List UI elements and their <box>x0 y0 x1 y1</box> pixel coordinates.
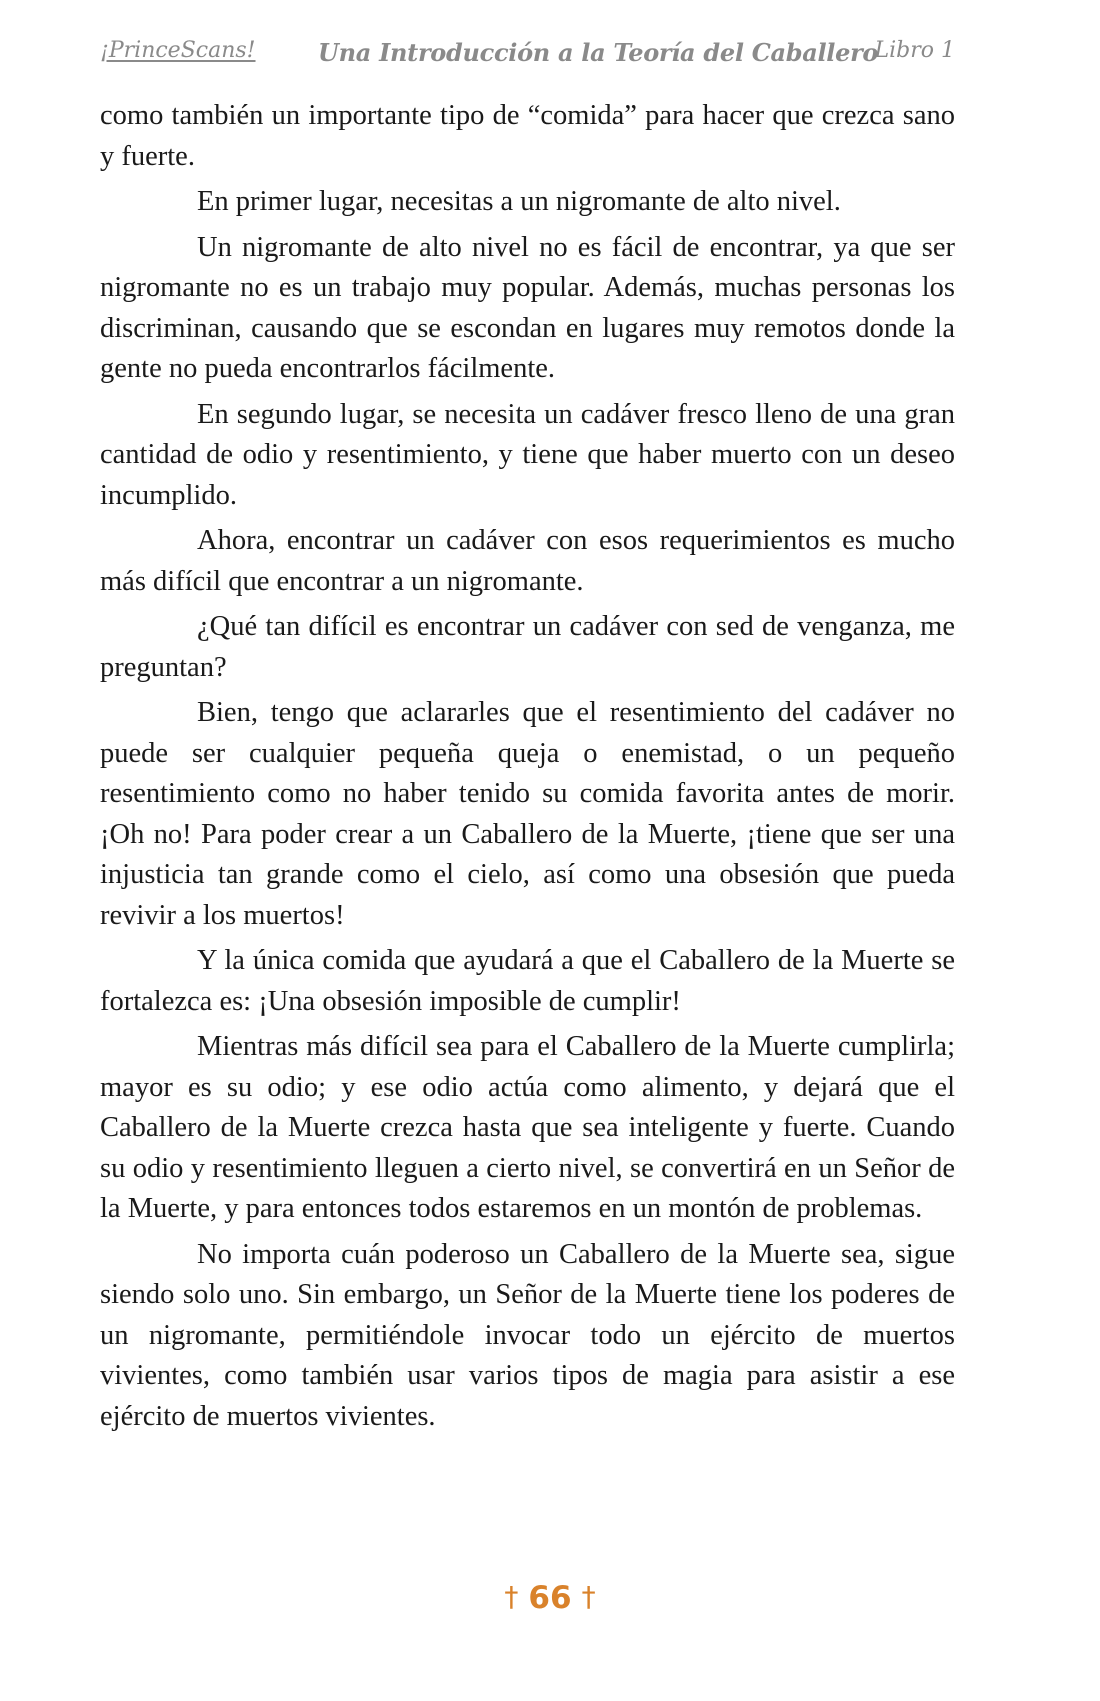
cross-icon: † <box>504 1580 519 1613</box>
cross-icon: † <box>581 1580 596 1613</box>
paragraph: En primer lugar, necesitas a un nigromante de alto nivel. <box>197 186 841 217</box>
page-body <box>100 96 955 1442</box>
page-footer <box>0 1580 1100 1616</box>
paragraph: como también un importante tipo de “comida” para hacer que crezca sano y fuerte. <box>100 100 955 172</box>
paragraph: Y la única comida que ayudará a que el Caballero de la Muerte se fortalezca es: ¡Una obsesión imposible de cumplir! <box>100 945 955 1017</box>
volume-label: Libro 1 <box>874 38 955 63</box>
paragraph: No importa cuán poderoso un Caballero de la Muerte sea, sigue siendo solo uno. Sin embargo, un Señor de la Muerte tiene los poderes de un nigromante, permitiéndole invocar todo un ejército de muertos vivientes, como también usar varios tipos de magia para asistir a ese ejército de muertos vivientes. <box>100 1238 955 1432</box>
site-name: ¡PrinceScans! <box>100 38 256 63</box>
paragraph: Un nigromante de alto nivel no es fácil de encontrar, ya que ser nigromante no es un trabajo muy popular. Además, muchas personas los discriminan, causando que se escondan en lugares muy remotos donde la gente no pueda encontrarlos fácilmente. <box>100 231 955 384</box>
paragraph: En segundo lugar, se necesita un cadáver fresco lleno de una gran cantidad de odio y resentimiento, y tiene que haber muerto con un deseo incumplido. <box>100 398 955 511</box>
paragraph: Mientras más difícil sea para el Caballero de la Muerte cumplirla; mayor es su odio; y ese odio actúa como alimento, y dejará que el Caballero de la Muerte crezca hasta que sea inteligente y fuerte. Cuando su odio y resentimiento lleguen a cierto nivel, se convertirá en un Señor de la Muerte, y para entonces todos estaremos en un montón de problemas. <box>100 1031 955 1224</box>
paragraph: ¿Qué tan difícil es encontrar un cadáver con sed de venganza, me preguntan? <box>100 611 955 683</box>
page-number: 66 <box>528 1580 572 1616</box>
page-header <box>100 38 955 74</box>
book-title: Una Introducción a la Teoría del Caballero <box>318 38 879 67</box>
paragraph: Bien, tengo que aclararles que el resentimiento del cadáver no puede ser cualquier pequeña queja o enemistad, o un pequeño resentimiento como no haber tenido su comida favorita antes de morir. ¡Oh no! Para poder crear a un Caballero de la Muerte, ¡tiene que ser una injusticia tan grande como el cielo, así como una obsesión que pueda revivir a los muertos! <box>100 697 955 931</box>
paragraph: Ahora, encontrar un cadáver con esos requerimientos es mucho más difícil que encontrar a un nigromante. <box>100 525 955 597</box>
